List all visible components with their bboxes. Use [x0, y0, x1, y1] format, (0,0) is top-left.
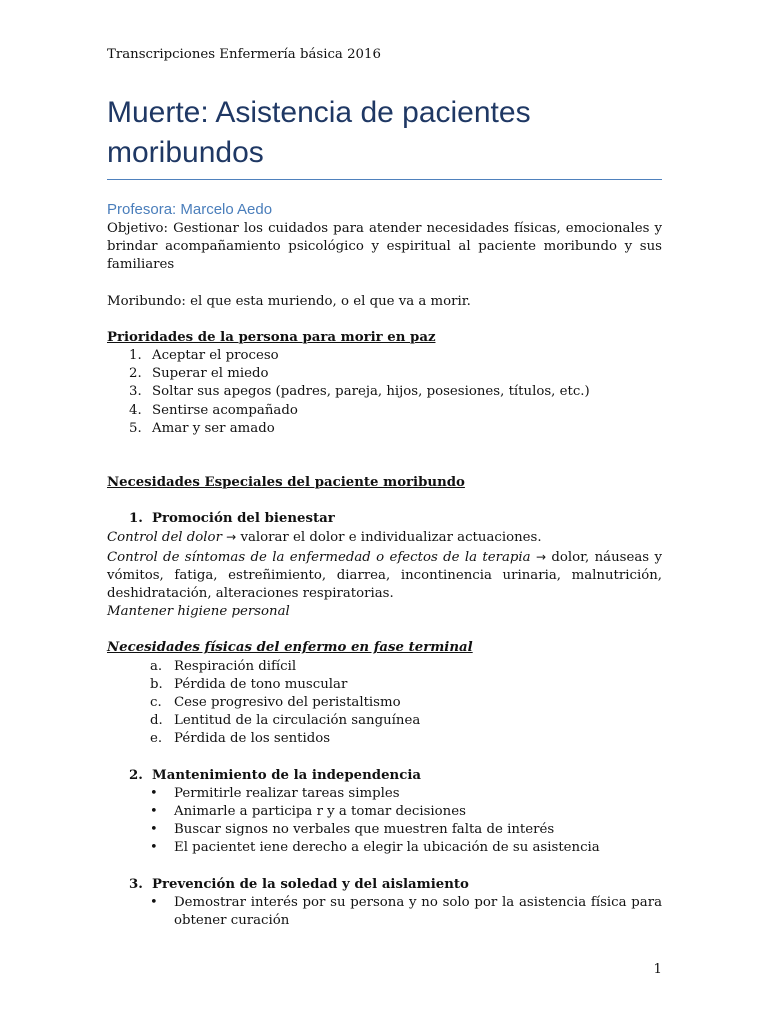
section-2-heading: 2. Mantenimiento de la independencia — [129, 767, 421, 783]
control-sintomas-paragraph: Control de síntomas de la enfermedad o efectos de la terapia → dolor, náuseas y vómitos, fatiga, estreñimiento, diarrea, incontinencia urinaria, malnutrición, deshidratación, alteraciones respiratorias. — [107, 549, 662, 602]
necesidades-heading: Necesidades Especiales del paciente moribundo — [107, 475, 465, 491]
independencia-list — [107, 785, 662, 858]
page-header: Transcripciones Enfermería básica 2016 — [107, 47, 381, 62]
title-line-2: moribundos — [107, 136, 264, 169]
list-item: e. Pérdida de los sentidos — [150, 731, 331, 747]
professor-subtitle: Profesora: Marcelo Aedo — [107, 201, 273, 218]
list-item: • Permitirle realizar tareas simples — [107, 785, 662, 803]
list-item: • Demostrar interés por su persona y no solo por la asistencia física para obtener curación — [150, 894, 662, 929]
soledad-list — [107, 894, 662, 930]
fisicas-list — [107, 658, 662, 749]
list-item: a. Respiración difícil — [150, 658, 297, 674]
list-item: d. Lentitud de la circulación sanguínea — [150, 713, 421, 729]
moribundo-definition: Moribundo: el que esta muriendo, o el que va a morir. — [107, 293, 471, 309]
list-item: 5. Amar y ser amado — [129, 420, 275, 436]
list-item: • Buscar signos no verbales que muestren falta de interés — [107, 821, 662, 839]
title-underline-rule — [107, 179, 662, 180]
document-page — [107, 0, 662, 1024]
right-arrow-icon: → — [535, 549, 547, 564]
prioridades-heading: Prioridades de la persona para morir en paz — [107, 329, 436, 345]
list-item: c. Cese progresivo del peristaltismo — [150, 695, 401, 711]
list-item: 2. Superar el miedo — [129, 366, 269, 382]
bullet-icon: • — [150, 822, 158, 838]
section-1-heading: 1. Promoción del bienestar — [129, 511, 335, 527]
list-item: 3. Soltar sus apegos (padres, pareja, hijos, posesiones, títulos, etc.) — [129, 384, 590, 400]
document-title — [107, 93, 662, 173]
title-line-1: Muerte: Asistencia de pacientes — [107, 96, 531, 129]
fisicas-heading: Necesidades físicas del enfermo en fase terminal — [107, 640, 473, 656]
page-number: 1 — [653, 962, 662, 977]
list-item: • El pacientet iene derecho a elegir la ubicación de su asistencia — [107, 839, 662, 857]
prioridades-list — [107, 347, 662, 438]
bullet-icon: • — [150, 785, 158, 801]
bullet-icon: • — [150, 894, 158, 910]
section-3-heading: 3. Prevención de la soledad y del aislamiento — [129, 876, 469, 892]
bullet-icon: • — [150, 804, 158, 820]
document-body — [107, 199, 662, 930]
control-dolor-line: Control del dolor → valorar el dolor e individualizar actuaciones. — [107, 530, 542, 546]
list-item: • Animarle a participa r y a tomar decisiones — [107, 803, 662, 821]
objective-paragraph: Objetivo: Gestionar los cuidados para atender necesidades físicas, emocionales y brindar acompañamiento psicológico y espiritual al paciente moribundo y sus familiares — [107, 221, 662, 273]
list-item: 1. Aceptar el proceso — [129, 348, 279, 364]
right-arrow-icon: → — [226, 530, 237, 545]
higiene-line: Mantener higiene personal — [107, 604, 290, 620]
list-item: 4. Sentirse acompañado — [129, 402, 298, 418]
bullet-icon: • — [150, 840, 158, 856]
list-item: b. Pérdida de tono muscular — [150, 676, 348, 692]
